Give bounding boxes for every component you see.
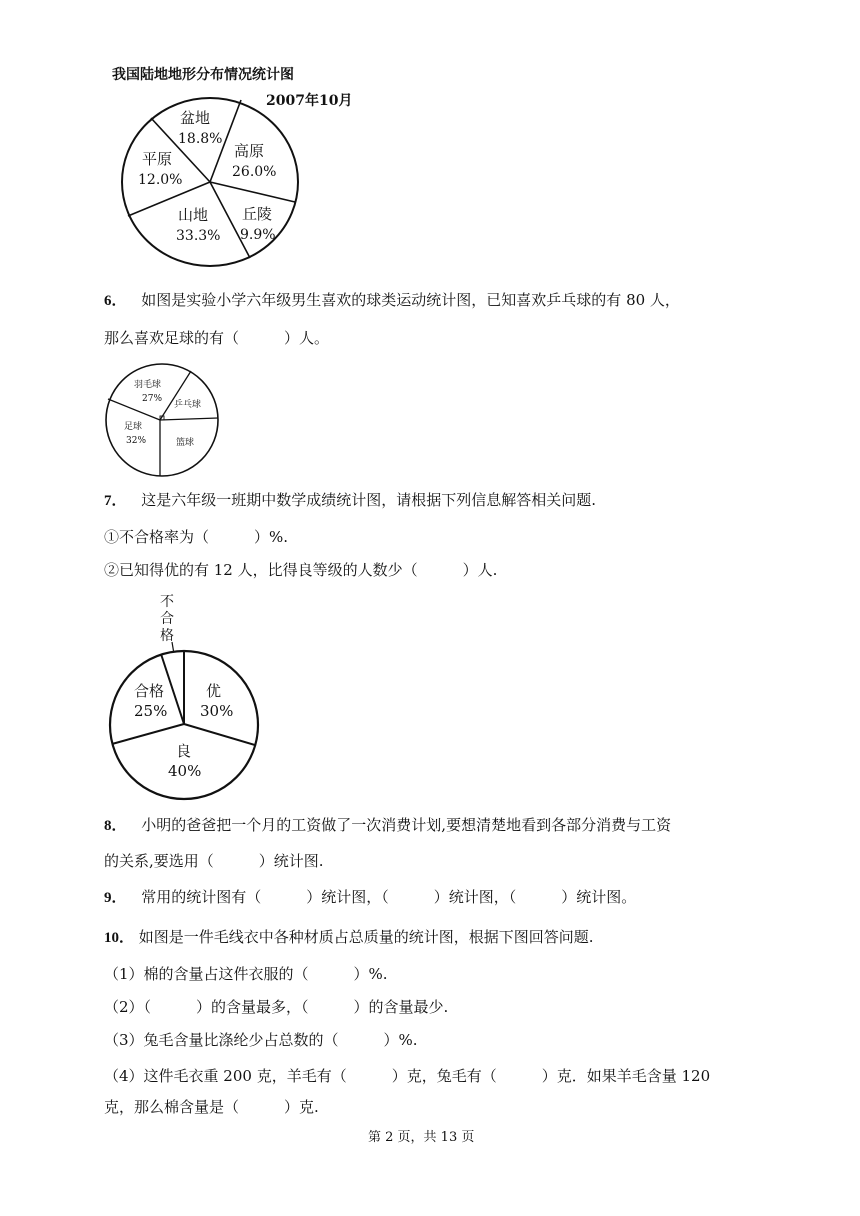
chart1-slice-label: 盆地 (180, 109, 211, 127)
chart1-slice-label: 山地 (178, 206, 209, 224)
chart1-slice-value: 18.8% (178, 131, 223, 147)
chart2-slice-label: 羽毛球 (134, 380, 162, 390)
q8-line1 (104, 815, 671, 836)
question-number: 7． (104, 493, 127, 509)
q10-sub4: （4）这件毛衣重 200 克，羊毛有（ ）克，兔毛有（ ）克．如果羊毛含量 120 (104, 1067, 711, 1085)
q6-line2: 那么喜欢足球的有（ ）人。 (104, 329, 330, 347)
chart3-slice-value: 40% (168, 762, 202, 780)
q10-text: 如图是一件毛线衣中各种材质占总质量的统计图，根据下图回答问题. (138, 928, 594, 946)
chart1-slice-value: 9.9% (240, 227, 276, 243)
page-footer: 第 2 页，共 13 页 (368, 1130, 475, 1145)
chart3-slice-label: 优 (206, 682, 222, 700)
chart2-slice-label: 篮球 (176, 438, 195, 448)
chart3-slice-label: 合格 (134, 682, 165, 700)
q6-text: 如图是实验小学六年级男生喜欢的球类运动统计图，已知喜欢乒乓球的有 80 人， (141, 291, 680, 309)
chart1-subtitle: 2007年10月 (266, 93, 353, 109)
q7-line1 (104, 490, 596, 511)
chart1-slice-value: 12.0% (138, 172, 183, 188)
chart1-slice-label: 平原 (142, 150, 173, 168)
chart3-pie (104, 588, 264, 804)
q6-line1 (104, 290, 680, 311)
q10-line1 (104, 927, 594, 948)
question-number: 9． (104, 890, 127, 906)
question-number: 8． (104, 818, 127, 834)
q8-line2: 的关系,要选用（ ）统计图. (104, 852, 324, 870)
q8-text: 小明的爸爸把一个月的工资做了一次消费计划,要想清楚地看到各部分消费与工资 (141, 816, 672, 834)
chart2-pie (104, 362, 220, 478)
q10-sub2: （2）（ ）的含量最多，（ ）的含量最少. (104, 998, 449, 1016)
q7-sub1: ①不合格率为（ ）%. (104, 528, 289, 546)
chart2-slice-label: 乒乓球 (174, 400, 202, 410)
chart1-title: 我国陆地地形分布情况统计图 (112, 67, 294, 83)
chart3-callout-label: 合 (160, 611, 174, 627)
chart1-slice-label: 高原 (234, 142, 265, 160)
q7-text: 这是六年级一班期中数学成绩统计图，请根据下列信息解答相关问题. (141, 491, 597, 509)
chart2-slice-value: 27% (142, 394, 163, 404)
chart2-slice-value: 32% (126, 436, 147, 446)
chart1-slice-value: 33.3% (176, 228, 221, 244)
q7-sub2: ②已知得优的有 12 人，比得良等级的人数少（ ）人. (104, 561, 498, 579)
chart1-slice-value: 26.0% (232, 164, 277, 180)
chart3-callout-label: 不 (160, 594, 174, 610)
chart3-slice-label: 良 (176, 742, 192, 760)
chart3-callout-label: 格 (160, 628, 174, 644)
chart1-slice-label: 丘陵 (242, 205, 273, 223)
chart1-pie (118, 94, 302, 270)
question-number: 10． (104, 930, 135, 946)
q10-sub1: （1）棉的含量占这件衣服的（ ）%. (104, 965, 388, 983)
chart3-slice-value: 25% (134, 702, 168, 720)
q10-sub3: （3）兔毛含量比涤纶少占总数的（ ）%. (104, 1031, 418, 1049)
q9-line1 (104, 887, 636, 908)
question-number: 6． (104, 293, 127, 309)
q10-sub5: 克，那么棉含量是（ ）克. (104, 1098, 319, 1116)
chart3-slice-value: 30% (200, 702, 234, 720)
q9-text: 常用的统计图有（ ）统计图，（ ）统计图，（ ）统计图。 (141, 888, 637, 906)
chart2-slice-label: 足球 (124, 422, 143, 432)
